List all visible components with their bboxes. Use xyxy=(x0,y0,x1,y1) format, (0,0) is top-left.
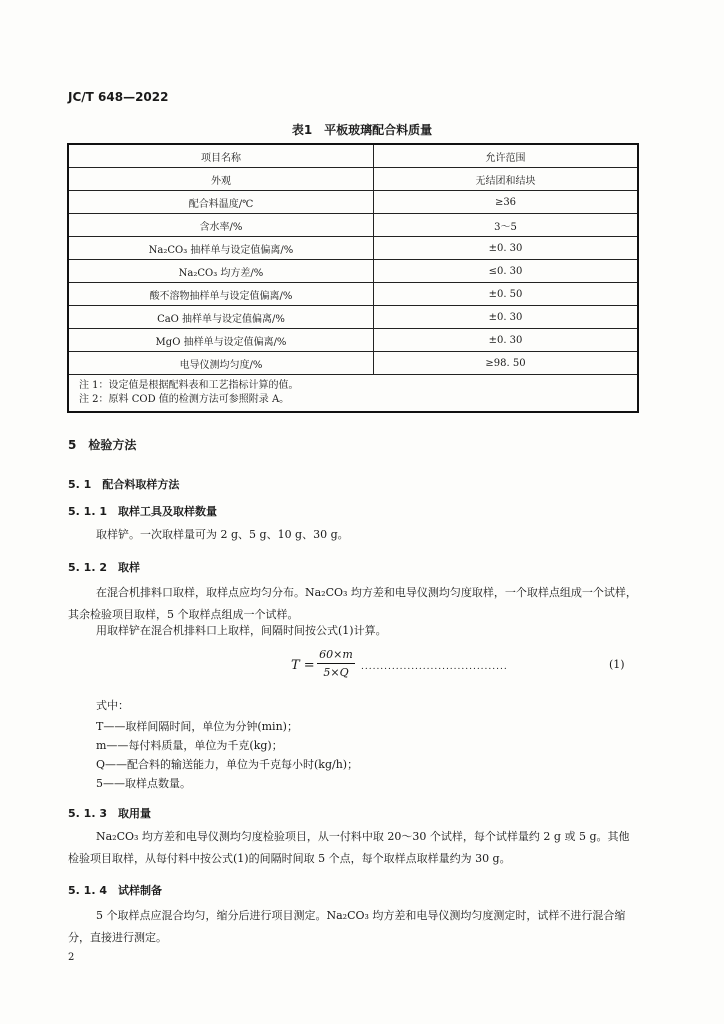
symbol-definition: Q——配合料的输送能力，单位为千克每小时(kg/h)； xyxy=(96,758,359,771)
row-item: CaO 抽样单与设定值偏离/% xyxy=(68,306,374,329)
paragraph: 5 个取样点应混合均匀，缩分后进行项目测定。Na₂CO₃ 均方差和电导仪测均匀度测定时，试样不进行混合缩分，直接进行测定。 xyxy=(68,909,626,944)
formula-numerator: 60×m xyxy=(319,648,353,661)
formula-denominator: 5×Q xyxy=(323,666,349,679)
table-row xyxy=(68,352,638,375)
formula-fraction xyxy=(317,648,355,679)
symbol-definition: T——取样间隔时间，单位为分钟(min)； xyxy=(96,720,298,733)
section-heading: 5 检验方法 xyxy=(68,438,137,452)
row-item: 外观 xyxy=(68,168,374,191)
row-item: 电导仪测均匀度/% xyxy=(68,352,374,375)
subsection-heading: 5. 1. 3 取用量 xyxy=(68,807,151,820)
table-notes-row xyxy=(68,375,638,413)
page-number: 2 xyxy=(68,952,75,963)
row-range: 无结团和结块 xyxy=(374,168,639,191)
subsection-heading: 5. 1. 1 取样工具及取样数量 xyxy=(68,505,217,518)
row-item: 含水率/% xyxy=(68,214,374,237)
formula-1 xyxy=(291,648,641,688)
table-row xyxy=(68,191,638,214)
row-range: 3～5 xyxy=(374,214,639,237)
formula-number: (1) xyxy=(609,658,625,671)
table-row xyxy=(68,329,638,352)
row-item: Na₂CO₃ 均方差/% xyxy=(68,260,374,283)
table-row xyxy=(68,283,638,306)
paragraph: Na₂CO₃ 均方差和电导仪测均匀度检验项目，从一付料中取 20～30 个试样，每个试样量约 2 g 或 5 g。其他检验项目取样，从每付料中按公式(1)的间隔时间取 5 个点，每个取样点取样量约为 30 g。 xyxy=(68,830,630,865)
row-range: ±0. 30 xyxy=(374,237,639,260)
row-range: ≥36 xyxy=(374,191,639,214)
standard-id: JC/T 648—2022 xyxy=(68,90,169,104)
table-note: 注 1：设定值是根据配料表和工艺指标计算的值。 xyxy=(79,380,299,391)
row-item: 配合料温度/℃ xyxy=(68,191,374,214)
row-item: Na₂CO₃ 抽样单与设定值偏离/% xyxy=(68,237,374,260)
paragraph: 用取样铲在混合机排料口上取样，间隔时间按公式(1)计算。 xyxy=(96,624,387,637)
column-header-item: 项目名称 xyxy=(68,144,374,168)
row-item: 酸不溶物抽样单与设定值偏离/% xyxy=(68,283,374,306)
paragraph: 取样铲。一次取样量可为 2 g、5 g、10 g、30 g。 xyxy=(96,528,349,541)
row-item: MgO 抽样单与设定值偏离/% xyxy=(68,329,374,352)
table-row xyxy=(68,237,638,260)
table-row xyxy=(68,260,638,283)
row-range: ≤0. 30 xyxy=(374,260,639,283)
row-range: ±0. 30 xyxy=(374,306,639,329)
subsection-heading: 5. 1. 4 试样制备 xyxy=(68,884,162,897)
fraction-bar xyxy=(317,663,355,664)
table-title: 表1 平板玻璃配合料质量 xyxy=(291,123,433,137)
table-note: 注 2：原料 COD 值的检测方法可参照附录 A。 xyxy=(79,394,290,405)
row-range: ±0. 50 xyxy=(374,283,639,306)
table-row xyxy=(68,168,638,191)
paragraph: 在混合机排料口取样，取样点应均匀分布。Na₂CO₃ 均方差和电导仪测均匀度取样，一个取样点组成一个试样，其余检验项目取样，5 个取样点组成一个试样。 xyxy=(68,586,637,621)
symbol-definition: m——每付料质量，单位为千克(kg)； xyxy=(96,739,283,752)
subsection-heading: 5. 1 配合料取样方法 xyxy=(68,478,180,491)
subsection-heading: 5. 1. 2 取样 xyxy=(68,561,140,574)
table-row xyxy=(68,306,638,329)
formula-leader-dots: ...................................... xyxy=(361,662,508,672)
quality-table xyxy=(67,143,639,413)
table-row xyxy=(68,214,638,237)
symbol-definition: 5——取样点数量。 xyxy=(96,777,191,790)
row-range: ≥98. 50 xyxy=(374,352,639,375)
row-range: ±0. 30 xyxy=(374,329,639,352)
table-header-row xyxy=(68,144,638,168)
formula-lhs: T = xyxy=(291,658,315,673)
column-header-range: 允许范围 xyxy=(374,144,639,168)
table-notes xyxy=(68,375,638,413)
where-intro: 式中： xyxy=(96,699,129,712)
